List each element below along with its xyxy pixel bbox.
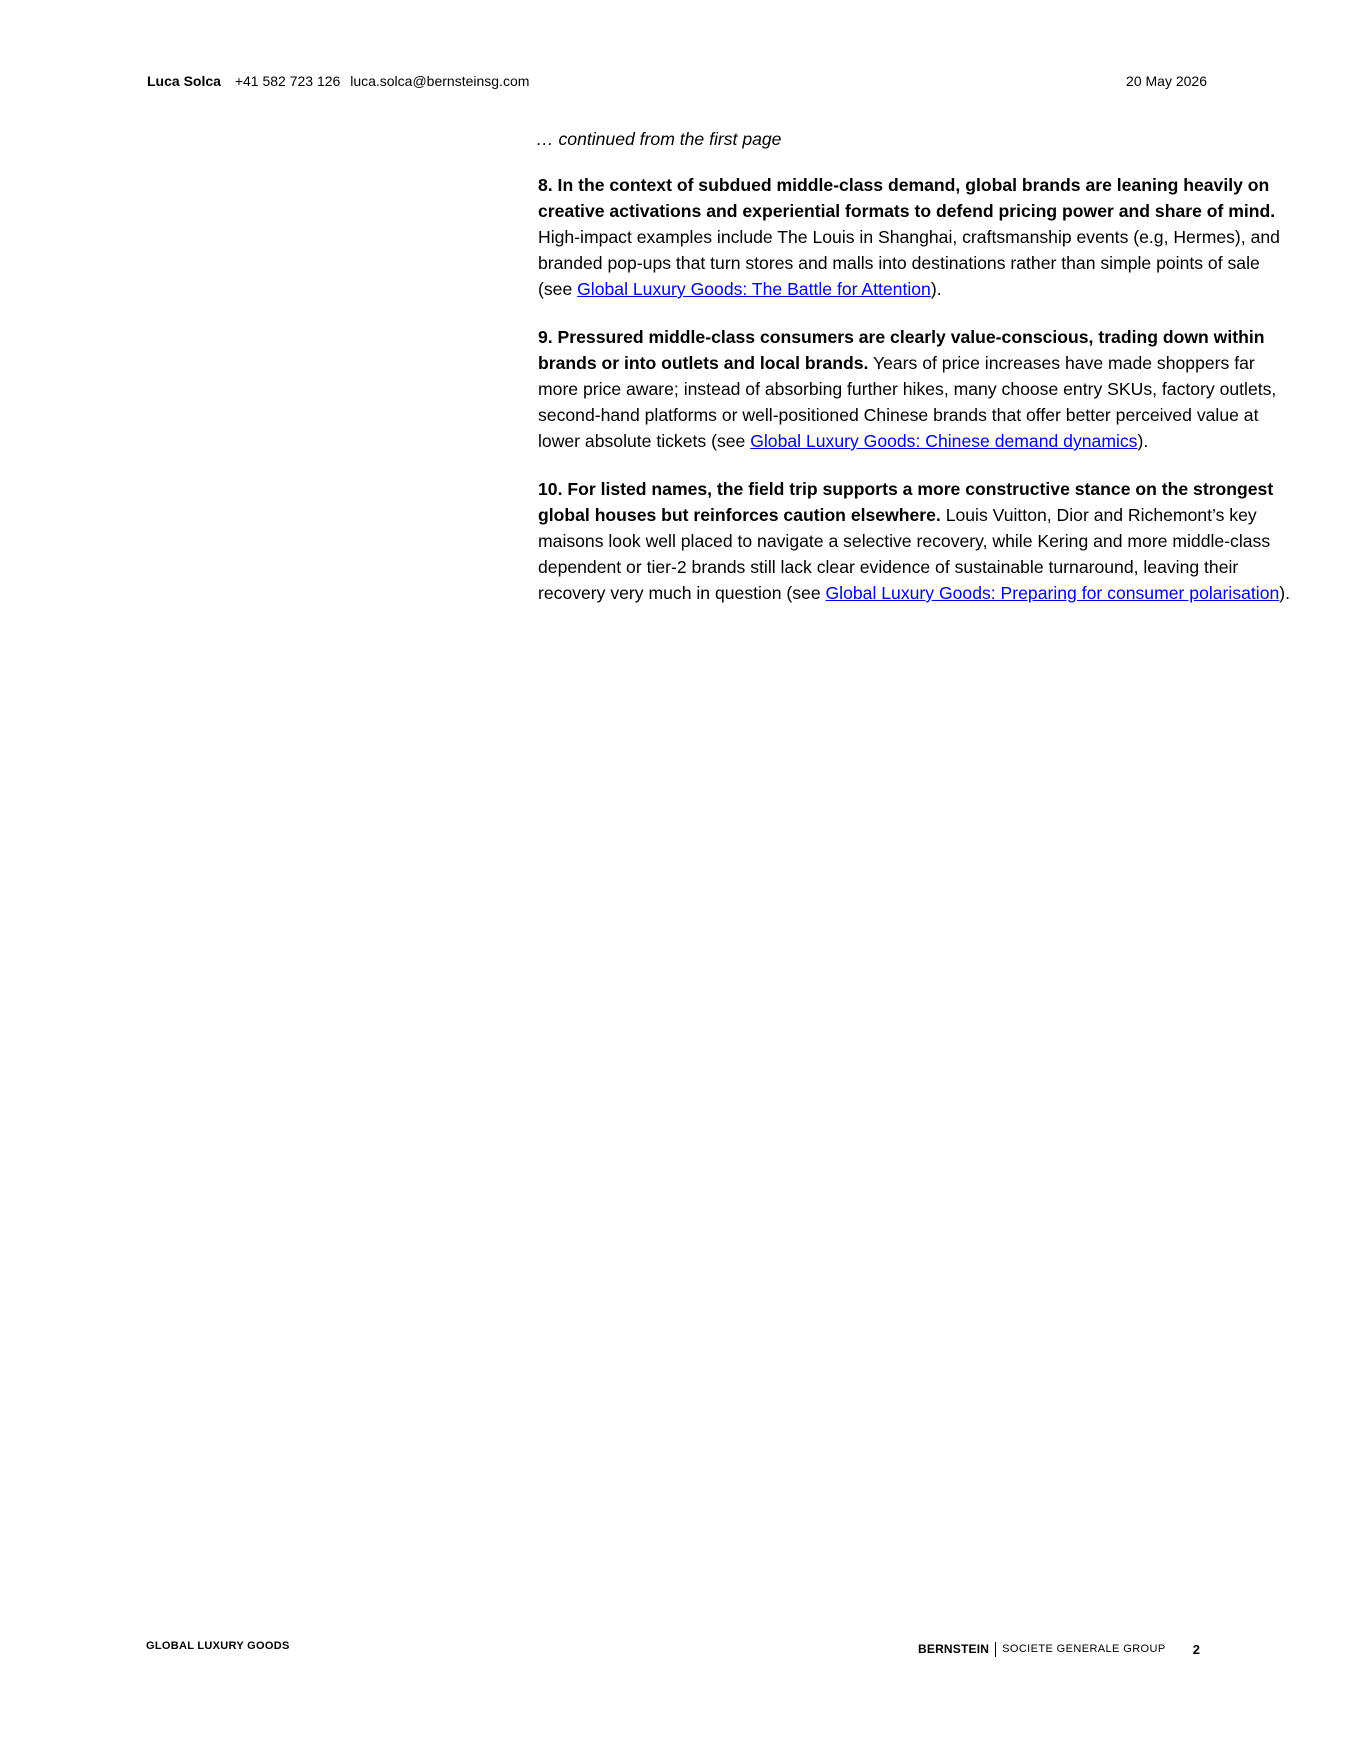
point-8-body: High-impact examples include The Louis in Shanghai, craftsmanship events (e.g, Hermes), and branded pop-ups that turn stores and malls into destinations rather than simple points of sale (see xyxy=(538,227,1280,299)
link-chinese-demand-dynamics[interactable]: Global Luxury Goods: Chinese demand dynamics xyxy=(750,431,1138,451)
page-header xyxy=(147,72,1207,92)
report-body xyxy=(538,126,1296,628)
report-date: 20 May 2026 xyxy=(1126,73,1207,89)
continued-note: … continued from the first page xyxy=(536,129,782,149)
point-8-lead: 8. In the context of subdued middle-class demand, global brands are leaning heavily on creative activations and experiential formats to defend pricing power and share of mind. xyxy=(538,175,1276,221)
point-9-paragraph xyxy=(538,324,1296,454)
point-9-lead: 9. Pressured middle-class consumers are clearly value-conscious, trading down within brands or into outlets and local brands. xyxy=(538,327,1265,373)
bernstein-logo: BERNSTEIN xyxy=(918,1642,990,1656)
societe-generale-group-text: SOCIETE GENERALE GROUP xyxy=(1002,1643,1166,1655)
link-consumer-polarisation[interactable]: Global Luxury Goods: Preparing for consumer polarisation xyxy=(825,583,1280,603)
point-9-body: Years of price increases have made shoppers far more price aware; instead of absorbing further hikes, many choose entry SKUs, factory outlets, second-hand platforms or well-positioned Chinese brands that offer better perceived value at lower absolute tickets (see xyxy=(538,353,1277,451)
point-10-body: Louis Vuitton, Dior and Richemont’s key maisons look well placed to navigate a selective recovery, while Kering and more middle-class dependent or tier-2 brands still lack clear evidence of sustainable turnaround, leaving their recovery very much in question (see xyxy=(538,505,1271,603)
link-battle-for-attention[interactable]: Global Luxury Goods: The Battle for Attention xyxy=(577,279,931,299)
point-8-paragraph xyxy=(538,172,1296,302)
logo-divider xyxy=(995,1642,996,1657)
point-8-tail: ). xyxy=(930,279,942,299)
footer-section-title: GLOBAL LUXURY GOODS xyxy=(146,1640,290,1652)
footer-brand-block xyxy=(918,1638,1208,1660)
author-name: Luca Solca xyxy=(147,73,221,89)
point-10-lead: 10. For listed names, the field trip supports a more constructive stance on the strongest global houses but reinforces caution elsewhere. xyxy=(538,479,1274,525)
author-email: luca.solca@bernsteinsg.com xyxy=(350,73,530,89)
point-10-paragraph xyxy=(538,476,1296,606)
point-9-tail: ). xyxy=(1137,431,1149,451)
author-phone: +41 582 723 126 xyxy=(234,73,341,89)
page-number: 2 xyxy=(1192,1641,1200,1657)
point-10-tail: ). xyxy=(1279,583,1291,603)
